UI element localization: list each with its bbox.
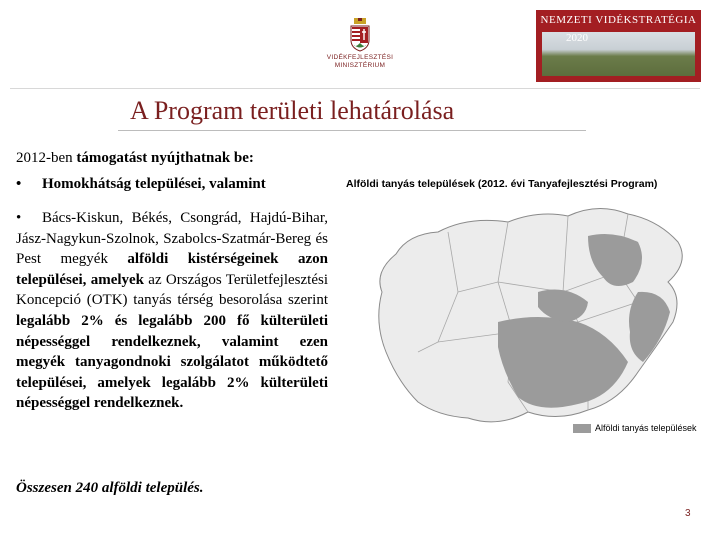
map-title: Alföldi tanyás települések (2012. évi Tanyafejlesztési Program) <box>346 178 658 190</box>
map-legend: Alföldi tanyás települések <box>573 423 697 433</box>
tanyas-region-east <box>629 292 670 362</box>
bullet-item-counties: • Bács-Kiskun, Békés, Csongrád, Hajdú-Bihar, Jász-Nagykun-Szolnok, Szabolcs-Szatmár-Bereg és Pest megyék alföldi kistérségeinek azon települései, amelyek az Országos Területfejlesztési Koncepció (OTK) tanyás térség besorolása szerint legalább 2% és legalább 200 fő külterületi népességgel rendelkeznek, valamint ezen megyék tanyagondnoki szolgálatot működtető települései, amelyek legalább 2% külterületi népességgel rendelkeznek. <box>16 210 328 412</box>
legend-swatch <box>573 424 591 433</box>
total-summary: Összesen 240 alföldi település. <box>16 480 204 496</box>
ministry-name: VIDÉKFEJLESZTÉSI MINISZTÉRIUM <box>326 54 394 69</box>
bullet-icon: • <box>16 176 22 192</box>
coat-of-arms-icon <box>349 18 371 52</box>
bullet-item-homokhatsag: • Homokhátság települései, valamint <box>16 176 266 192</box>
title-underline <box>118 130 586 131</box>
page-title: A Program területi lehatárolása <box>130 96 455 125</box>
ministry-logo <box>325 18 395 70</box>
header-divider <box>10 88 700 89</box>
map-graphic <box>338 172 711 448</box>
page-number: 3 <box>685 508 691 519</box>
banner-title: NEMZETI VIDÉKSTRATÉGIA <box>540 14 697 26</box>
intro-text: 2012-ben támogatást nyújthatnak be: <box>16 150 254 166</box>
banner-year: 2020 <box>566 32 588 44</box>
hungary-map <box>338 172 711 448</box>
banner-photo <box>542 32 695 76</box>
strategy-banner <box>536 10 701 82</box>
bullet-icon: • <box>16 210 22 226</box>
